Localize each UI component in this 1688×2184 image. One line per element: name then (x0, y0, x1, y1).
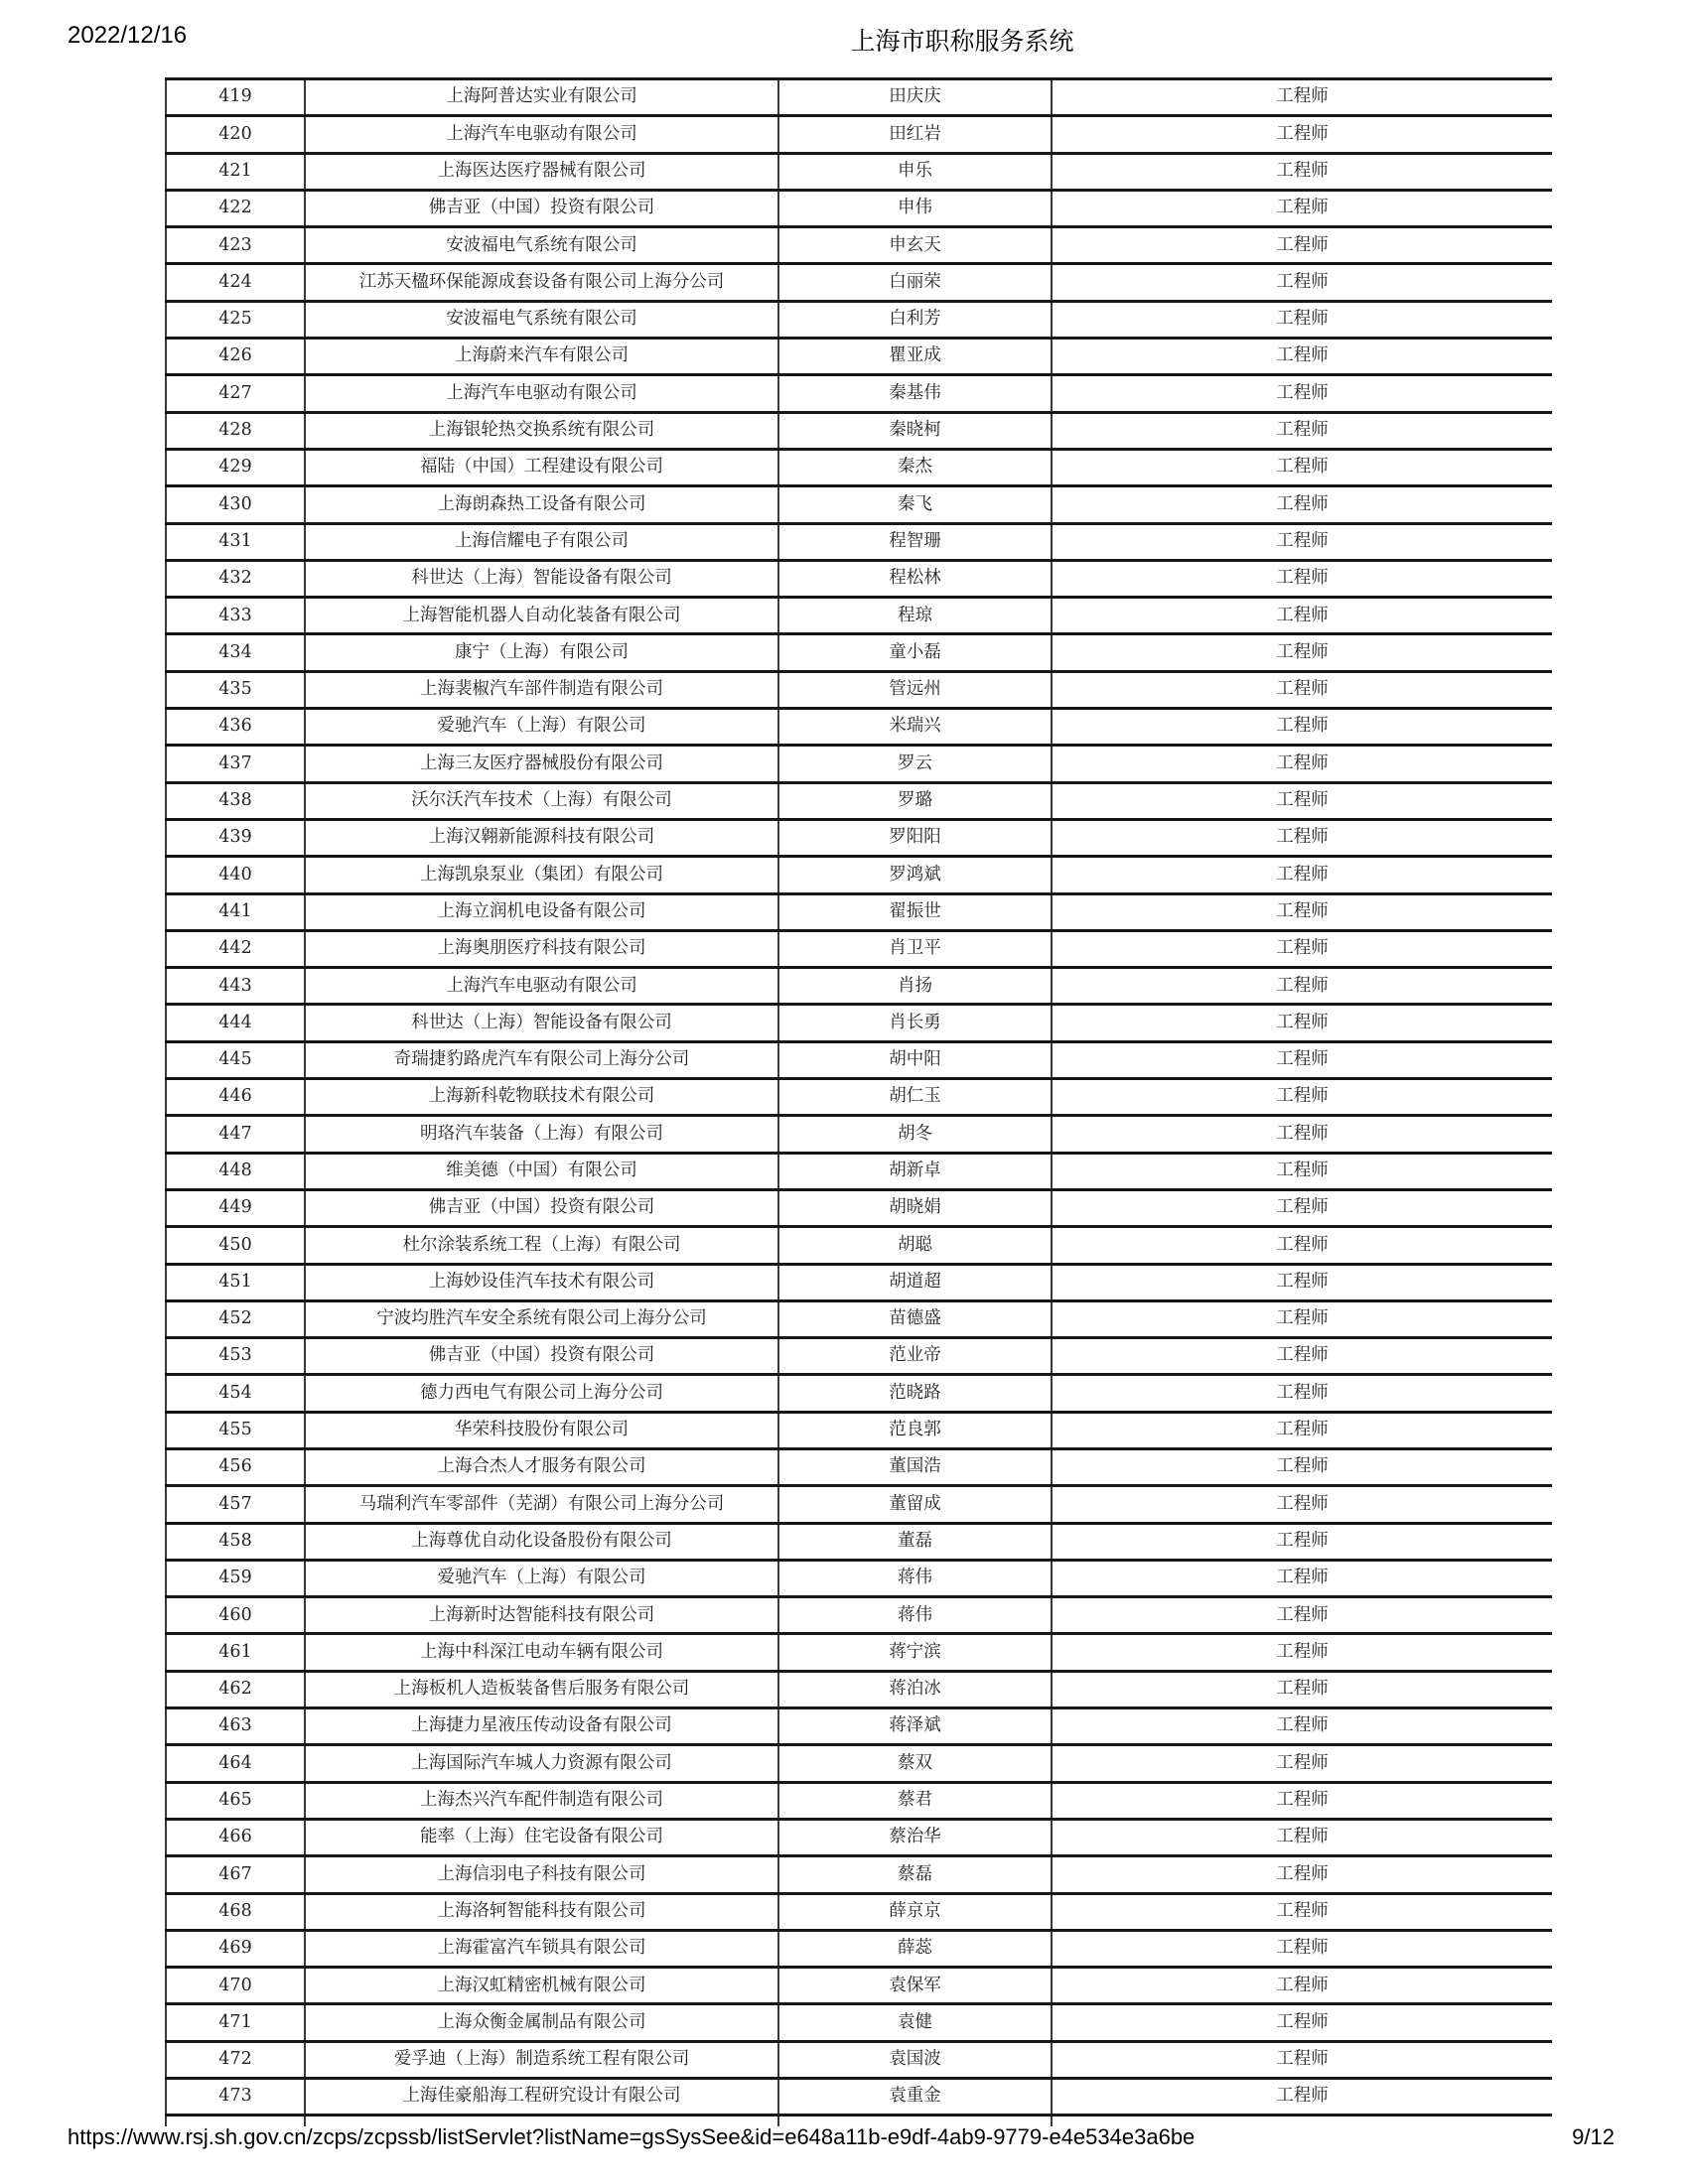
company-name-cell: 上海医达医疗器械有限公司 (305, 153, 778, 190)
company-name-cell: 佛吉亚（中国）投资有限公司 (305, 190, 778, 226)
job-title-cell: 工程师 (1052, 1634, 1552, 1671)
job-title-cell: 工程师 (1052, 1338, 1552, 1375)
row-number-cell: 453 (166, 1338, 305, 1375)
company-name-cell: 沃尔沃汽车技术（上海）有限公司 (305, 782, 778, 819)
table-row (166, 227, 1552, 264)
job-title-cell: 工程师 (1052, 746, 1552, 782)
row-number-cell: 460 (166, 1597, 305, 1634)
person-name-cell: 程琼 (778, 598, 1052, 634)
table-row (166, 2041, 1552, 2078)
person-name-cell: 罗璐 (778, 782, 1052, 819)
row-number-cell: 447 (166, 1116, 305, 1153)
row-number-cell: 461 (166, 1634, 305, 1671)
person-name-cell: 范晓路 (778, 1375, 1052, 1412)
table-row (166, 634, 1552, 671)
table-row (166, 2079, 1552, 2116)
person-name-cell: 翟振世 (778, 893, 1052, 930)
table-row (166, 1597, 1552, 1634)
table-row (166, 930, 1552, 967)
row-number-cell: 457 (166, 1486, 305, 1523)
person-name-cell: 程松林 (778, 560, 1052, 597)
table-row (166, 2004, 1552, 2041)
job-title-cell: 工程师 (1052, 486, 1552, 523)
person-name-cell: 肖扬 (778, 968, 1052, 1005)
person-name-cell: 肖卫平 (778, 930, 1052, 967)
person-name-cell: 薛京京 (778, 1893, 1052, 1930)
table-row (166, 301, 1552, 338)
table-row (166, 746, 1552, 782)
company-name-cell: 福陆（中国）工程建设有限公司 (305, 449, 778, 485)
row-number-cell: 428 (166, 412, 305, 449)
row-number-cell: 467 (166, 1856, 305, 1893)
person-name-cell: 胡聪 (778, 1227, 1052, 1264)
company-name-cell: 上海奥朋医疗科技有限公司 (305, 930, 778, 967)
row-number-cell: 455 (166, 1412, 305, 1448)
company-name-cell: 上海三友医疗器械股份有限公司 (305, 746, 778, 782)
person-name-cell: 薛蕊 (778, 1930, 1052, 1967)
job-title-cell: 工程师 (1052, 1300, 1552, 1337)
job-title-cell: 工程师 (1052, 598, 1552, 634)
person-name-cell: 袁国波 (778, 2041, 1052, 2078)
row-number-cell: 419 (166, 79, 305, 116)
job-title-cell: 工程师 (1052, 116, 1552, 153)
row-number-cell: 442 (166, 930, 305, 967)
table-row (166, 1005, 1552, 1041)
job-title-cell: 工程师 (1052, 1227, 1552, 1264)
table-row (166, 1300, 1552, 1337)
company-name-cell: 爱驰汽车（上海）有限公司 (305, 709, 778, 746)
person-name-cell: 胡新卓 (778, 1153, 1052, 1189)
person-name-cell: 蒋宁滨 (778, 1634, 1052, 1671)
person-name-cell: 蔡磊 (778, 1856, 1052, 1893)
company-name-cell: 爱驰汽车（上海）有限公司 (305, 1560, 778, 1596)
table-row (166, 449, 1552, 485)
table-row (166, 1523, 1552, 1560)
job-title-cell: 工程师 (1052, 1597, 1552, 1634)
job-title-cell: 工程师 (1052, 893, 1552, 930)
person-name-cell: 蒋伟 (778, 1560, 1052, 1596)
person-name-cell: 蔡治华 (778, 1819, 1052, 1855)
job-title-cell: 工程师 (1052, 153, 1552, 190)
table-row (166, 1412, 1552, 1448)
table-row (166, 412, 1552, 449)
person-name-cell: 申伟 (778, 190, 1052, 226)
row-number-cell: 436 (166, 709, 305, 746)
job-title-cell: 工程师 (1052, 1745, 1552, 1782)
row-number-cell: 432 (166, 560, 305, 597)
job-title-cell: 工程师 (1052, 412, 1552, 449)
table-row (166, 153, 1552, 190)
job-title-cell: 工程师 (1052, 819, 1552, 856)
footer-url: https://www.rsj.sh.gov.cn/zcps/zcpssb/listServlet?listName=gsSysSee&id=e648a11b-e9df-4ab9-9779-e4e534e3a6be (68, 2124, 1196, 2149)
company-name-cell: 上海杰兴汽车配件制造有限公司 (305, 1782, 778, 1819)
person-name-cell: 秦杰 (778, 449, 1052, 485)
table-row (166, 598, 1552, 634)
company-name-cell: 安波福电气系统有限公司 (305, 227, 778, 264)
table-row (166, 1041, 1552, 1078)
company-name-cell: 佛吉亚（中国）投资有限公司 (305, 1338, 778, 1375)
company-name-cell: 上海板机人造板装备售后服务有限公司 (305, 1671, 778, 1707)
company-name-cell: 上海霍富汽车锁具有限公司 (305, 1930, 778, 1967)
job-title-cell: 工程师 (1052, 1189, 1552, 1226)
table-row (166, 1338, 1552, 1375)
person-name-cell: 罗阳阳 (778, 819, 1052, 856)
company-name-cell: 杜尔涂装系统工程（上海）有限公司 (305, 1227, 778, 1264)
row-number-cell: 423 (166, 227, 305, 264)
records-table-container (165, 77, 1552, 2126)
row-number-cell: 441 (166, 893, 305, 930)
job-title-cell: 工程师 (1052, 1375, 1552, 1412)
person-name-cell: 田庆庆 (778, 79, 1052, 116)
company-name-cell: 能率（上海）住宅设备有限公司 (305, 1819, 778, 1855)
row-number-cell: 472 (166, 2041, 305, 2078)
person-name-cell: 蒋泽斌 (778, 1708, 1052, 1745)
table-row (166, 1708, 1552, 1745)
company-name-cell: 上海洛轲智能科技有限公司 (305, 1893, 778, 1930)
person-name-cell: 胡道超 (778, 1264, 1052, 1300)
job-title-cell: 工程师 (1052, 1264, 1552, 1300)
company-name-cell: 上海信羽电子科技有限公司 (305, 1856, 778, 1893)
company-name-cell: 上海汽车电驱动有限公司 (305, 116, 778, 153)
company-name-cell: 华荣科技股份有限公司 (305, 1412, 778, 1448)
person-name-cell: 米瑞兴 (778, 709, 1052, 746)
job-title-cell: 工程师 (1052, 709, 1552, 746)
table-row (166, 264, 1552, 301)
company-name-cell: 上海智能机器人自动化装备有限公司 (305, 598, 778, 634)
row-number-cell: 449 (166, 1189, 305, 1226)
company-name-cell: 德力西电气有限公司上海分公司 (305, 1375, 778, 1412)
table-row (166, 1968, 1552, 2004)
row-number-cell: 450 (166, 1227, 305, 1264)
row-number-cell: 429 (166, 449, 305, 485)
company-name-cell: 明珞汽车装备（上海）有限公司 (305, 1116, 778, 1153)
person-name-cell: 秦飞 (778, 486, 1052, 523)
footer-page-number: 9/12 (1572, 2124, 1615, 2149)
job-title-cell: 工程师 (1052, 857, 1552, 893)
company-name-cell: 上海新科乾物联技术有限公司 (305, 1079, 778, 1116)
person-name-cell: 董国浩 (778, 1448, 1052, 1485)
person-name-cell: 袁重金 (778, 2079, 1052, 2116)
table-row (166, 1153, 1552, 1189)
job-title-cell: 工程师 (1052, 375, 1552, 412)
company-name-cell: 上海信耀电子有限公司 (305, 523, 778, 560)
row-number-cell: 469 (166, 1930, 305, 1967)
table-row (166, 375, 1552, 412)
table-row (166, 116, 1552, 153)
company-name-cell: 上海汽车电驱动有限公司 (305, 375, 778, 412)
row-number-cell: 440 (166, 857, 305, 893)
row-number-cell: 463 (166, 1708, 305, 1745)
row-number-cell: 473 (166, 2079, 305, 2116)
company-name-cell: 上海妙设佳汽车技术有限公司 (305, 1264, 778, 1300)
person-name-cell: 管远州 (778, 671, 1052, 708)
table-row (166, 1375, 1552, 1412)
row-number-cell: 465 (166, 1782, 305, 1819)
job-title-cell: 工程师 (1052, 1041, 1552, 1078)
table-row (166, 486, 1552, 523)
person-name-cell: 胡仁玉 (778, 1079, 1052, 1116)
job-title-cell: 工程师 (1052, 1116, 1552, 1153)
table-row (166, 1486, 1552, 1523)
row-number-cell: 427 (166, 375, 305, 412)
row-number-cell: 464 (166, 1745, 305, 1782)
person-name-cell: 肖长勇 (778, 1005, 1052, 1041)
row-number-cell: 422 (166, 190, 305, 226)
table-row (166, 1819, 1552, 1855)
company-name-cell: 科世达（上海）智能设备有限公司 (305, 1005, 778, 1041)
company-name-cell: 上海银轮热交换系统有限公司 (305, 412, 778, 449)
table-row (166, 1116, 1552, 1153)
row-number-cell: 448 (166, 1153, 305, 1189)
company-name-cell: 上海汉翱新能源科技有限公司 (305, 819, 778, 856)
table-row (166, 1634, 1552, 1671)
job-title-cell: 工程师 (1052, 264, 1552, 301)
row-number-cell: 456 (166, 1448, 305, 1485)
company-name-cell: 佛吉亚（中国）投资有限公司 (305, 1189, 778, 1226)
job-title-cell: 工程师 (1052, 1708, 1552, 1745)
row-number-cell: 420 (166, 116, 305, 153)
job-title-cell: 工程师 (1052, 930, 1552, 967)
table-row (166, 857, 1552, 893)
person-name-cell: 瞿亚成 (778, 339, 1052, 375)
table-row (166, 1856, 1552, 1893)
row-number-cell: 430 (166, 486, 305, 523)
person-name-cell: 胡冬 (778, 1116, 1052, 1153)
company-name-cell: 上海合杰人才服务有限公司 (305, 1448, 778, 1485)
company-name-cell: 上海尊优自动化设备股份有限公司 (305, 1523, 778, 1560)
records-table-body (166, 79, 1552, 2127)
job-title-cell: 工程师 (1052, 1153, 1552, 1189)
person-name-cell: 袁健 (778, 2004, 1052, 2041)
company-name-cell: 上海佳豪船海工程研究设计有限公司 (305, 2079, 778, 2116)
person-name-cell: 蒋伟 (778, 1597, 1052, 1634)
table-row (166, 819, 1552, 856)
company-name-cell: 江苏天楹环保能源成套设备有限公司上海分公司 (305, 264, 778, 301)
table-row (166, 1893, 1552, 1930)
table-row (166, 1079, 1552, 1116)
person-name-cell: 胡晓娟 (778, 1189, 1052, 1226)
company-name-cell: 上海国际汽车城人力资源有限公司 (305, 1745, 778, 1782)
row-number-cell: 424 (166, 264, 305, 301)
company-name-cell: 宁波均胜汽车安全系统有限公司上海分公司 (305, 1300, 778, 1337)
row-number-cell: 466 (166, 1819, 305, 1855)
person-name-cell: 罗云 (778, 746, 1052, 782)
row-number-cell: 470 (166, 1968, 305, 2004)
job-title-cell: 工程师 (1052, 2041, 1552, 2078)
job-title-cell: 工程师 (1052, 1560, 1552, 1596)
header-date: 2022/12/16 (68, 22, 188, 49)
person-name-cell: 苗德盛 (778, 1300, 1052, 1337)
person-name-cell: 蔡君 (778, 1782, 1052, 1819)
job-title-cell: 工程师 (1052, 301, 1552, 338)
row-number-cell: 443 (166, 968, 305, 1005)
job-title-cell: 工程师 (1052, 634, 1552, 671)
person-name-cell: 秦晓柯 (778, 412, 1052, 449)
company-name-cell: 上海众衡金属制品有限公司 (305, 2004, 778, 2041)
job-title-cell: 工程师 (1052, 523, 1552, 560)
company-name-cell: 维美德（中国）有限公司 (305, 1153, 778, 1189)
table-row (166, 671, 1552, 708)
company-name-cell: 上海中科深江电动车辆有限公司 (305, 1634, 778, 1671)
job-title-cell: 工程师 (1052, 449, 1552, 485)
row-number-cell: 426 (166, 339, 305, 375)
table-row (166, 1930, 1552, 1967)
job-title-cell: 工程师 (1052, 1782, 1552, 1819)
table-row (166, 190, 1552, 226)
job-title-cell: 工程师 (1052, 339, 1552, 375)
job-title-cell: 工程师 (1052, 79, 1552, 116)
job-title-cell: 工程师 (1052, 227, 1552, 264)
row-number-cell: 421 (166, 153, 305, 190)
row-number-cell: 433 (166, 598, 305, 634)
company-name-cell: 上海捷力星液压传动设备有限公司 (305, 1708, 778, 1745)
job-title-cell: 工程师 (1052, 1412, 1552, 1448)
person-name-cell: 童小磊 (778, 634, 1052, 671)
row-number-cell: 458 (166, 1523, 305, 1560)
person-name-cell: 范业帝 (778, 1338, 1052, 1375)
company-name-cell: 上海阿普达实业有限公司 (305, 79, 778, 116)
person-name-cell: 蒋泊冰 (778, 1671, 1052, 1707)
person-name-cell: 罗鸿斌 (778, 857, 1052, 893)
person-name-cell: 申玄天 (778, 227, 1052, 264)
table-row (166, 1448, 1552, 1485)
company-name-cell: 科世达（上海）智能设备有限公司 (305, 560, 778, 597)
job-title-cell: 工程师 (1052, 2079, 1552, 2116)
table-row (166, 1264, 1552, 1300)
table-row (166, 560, 1552, 597)
job-title-cell: 工程师 (1052, 560, 1552, 597)
row-number-cell: 437 (166, 746, 305, 782)
row-number-cell: 459 (166, 1560, 305, 1596)
job-title-cell: 工程师 (1052, 1486, 1552, 1523)
table-row (166, 79, 1552, 116)
row-number-cell: 468 (166, 1893, 305, 1930)
table-row (166, 709, 1552, 746)
table-row (166, 1671, 1552, 1707)
job-title-cell: 工程师 (1052, 2004, 1552, 2041)
row-number-cell: 431 (166, 523, 305, 560)
row-number-cell: 439 (166, 819, 305, 856)
job-title-cell: 工程师 (1052, 1856, 1552, 1893)
person-name-cell: 白利芳 (778, 301, 1052, 338)
person-name-cell: 田红岩 (778, 116, 1052, 153)
job-title-cell: 工程师 (1052, 1930, 1552, 1967)
table-row (166, 1745, 1552, 1782)
person-name-cell: 范良郭 (778, 1412, 1052, 1448)
table-row (166, 893, 1552, 930)
row-number-cell: 445 (166, 1041, 305, 1078)
company-name-cell: 上海新时达智能科技有限公司 (305, 1597, 778, 1634)
row-number-cell: 444 (166, 1005, 305, 1041)
job-title-cell: 工程师 (1052, 1448, 1552, 1485)
job-title-cell: 工程师 (1052, 190, 1552, 226)
person-name-cell: 秦基伟 (778, 375, 1052, 412)
job-title-cell: 工程师 (1052, 1968, 1552, 2004)
job-title-cell: 工程师 (1052, 1523, 1552, 1560)
row-number-cell: 435 (166, 671, 305, 708)
person-name-cell: 董留成 (778, 1486, 1052, 1523)
company-name-cell: 奇瑞捷豹路虎汽车有限公司上海分公司 (305, 1041, 778, 1078)
job-title-cell: 工程师 (1052, 1005, 1552, 1041)
person-name-cell: 申乐 (778, 153, 1052, 190)
job-title-cell: 工程师 (1052, 782, 1552, 819)
person-name-cell: 胡中阳 (778, 1041, 1052, 1078)
company-name-cell: 上海凯泉泵业（集团）有限公司 (305, 857, 778, 893)
person-name-cell: 袁保军 (778, 1968, 1052, 2004)
row-number-cell: 454 (166, 1375, 305, 1412)
company-name-cell: 上海裴椒汽车部件制造有限公司 (305, 671, 778, 708)
page-title: 上海市职称服务系统 (850, 28, 1074, 56)
row-number-cell: 434 (166, 634, 305, 671)
person-name-cell: 蔡双 (778, 1745, 1052, 1782)
row-number-cell: 471 (166, 2004, 305, 2041)
job-title-cell: 工程师 (1052, 1819, 1552, 1855)
table-row (166, 339, 1552, 375)
company-name-cell: 康宁（上海）有限公司 (305, 634, 778, 671)
table-row (166, 968, 1552, 1005)
table-row (166, 1782, 1552, 1819)
company-name-cell: 上海汽车电驱动有限公司 (305, 968, 778, 1005)
company-name-cell: 上海朗森热工设备有限公司 (305, 486, 778, 523)
job-title-cell: 工程师 (1052, 1893, 1552, 1930)
company-name-cell: 上海蔚来汽车有限公司 (305, 339, 778, 375)
row-number-cell: 438 (166, 782, 305, 819)
company-name-cell: 上海立润机电设备有限公司 (305, 893, 778, 930)
table-row (166, 1560, 1552, 1596)
company-name-cell: 安波福电气系统有限公司 (305, 301, 778, 338)
row-number-cell: 446 (166, 1079, 305, 1116)
table-row (166, 523, 1552, 560)
row-number-cell: 452 (166, 1300, 305, 1337)
table-row (166, 1189, 1552, 1226)
company-name-cell: 爱孚迪（上海）制造系统工程有限公司 (305, 2041, 778, 2078)
person-name-cell: 董磊 (778, 1523, 1052, 1560)
job-title-cell: 工程师 (1052, 671, 1552, 708)
person-name-cell: 程智珊 (778, 523, 1052, 560)
job-title-cell: 工程师 (1052, 1079, 1552, 1116)
row-number-cell: 451 (166, 1264, 305, 1300)
person-name-cell: 白丽荣 (778, 264, 1052, 301)
table-row (166, 782, 1552, 819)
job-title-cell: 工程师 (1052, 1671, 1552, 1707)
job-title-cell: 工程师 (1052, 968, 1552, 1005)
company-name-cell: 上海汉虹精密机械有限公司 (305, 1968, 778, 2004)
company-name-cell: 马瑞利汽车零部件（芜湖）有限公司上海分公司 (305, 1486, 778, 1523)
records-table (165, 77, 1552, 2126)
row-number-cell: 425 (166, 301, 305, 338)
row-number-cell: 462 (166, 1671, 305, 1707)
table-row (166, 1227, 1552, 1264)
